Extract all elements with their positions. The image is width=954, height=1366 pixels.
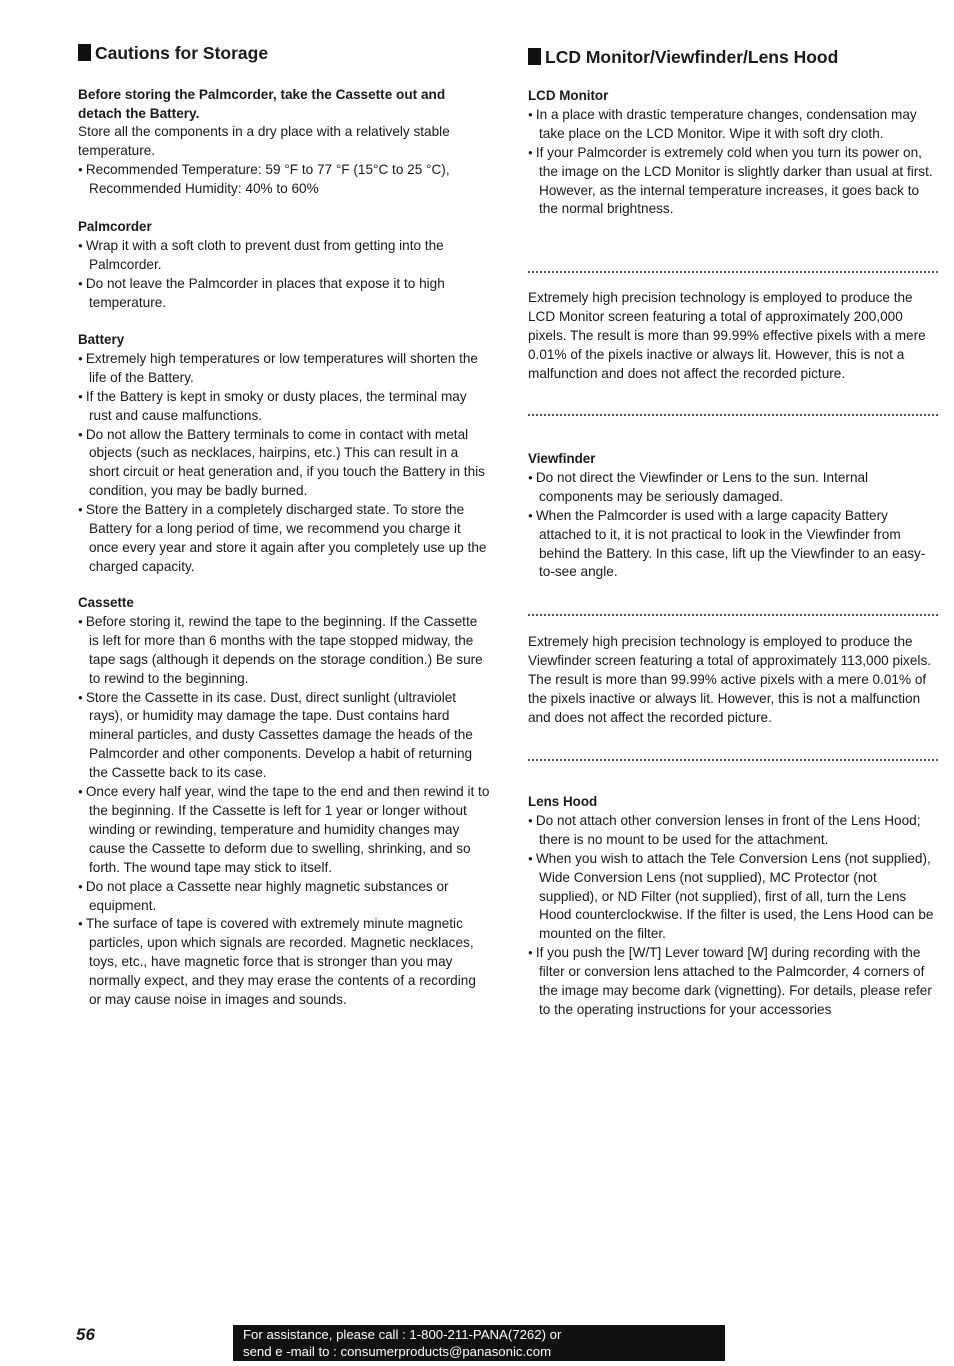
storage-lead: Before storing the Palmcorder, take the Cassette out and detach the Battery. bbox=[78, 87, 446, 121]
footer-line-email: send e -mail to : consumerproducts@panasonic.com bbox=[243, 1344, 552, 1359]
footer-line-phone: For assistance, please call : 1-800-211-PANA(7262) or bbox=[243, 1327, 562, 1342]
list-item: ● Extremely high temperatures or low temperatures will shorten the life of the Battery. bbox=[78, 350, 490, 388]
list-item: ● Do not leave the Palmcorder in places that expose it to high temperature. bbox=[78, 275, 490, 313]
viewfinder-section bbox=[528, 450, 938, 582]
list-item: ● If your Palmcorder is extremely cold when you turn its power on, the image on the LCD Monitor is slightly darker than usual at first. However, as the internal temperature increases, it goes back to the normal brightness. bbox=[528, 144, 938, 220]
list-item: ● Before storing it, rewind the tape to the beginning. If the Cassette is left for more than 6 months with the tape stopped midway, the tape sags (although it depends on the storage condition.) Be sure to rewind to the beginning. bbox=[78, 613, 490, 689]
list-item: ● In a place with drastic temperature changes, condensation may take place on the LCD Monitor. Wipe it with soft dry cloth. bbox=[528, 106, 938, 144]
list-item: ● Once every half year, wind the tape to the end and then rewind it to the beginning. If the Cassette is left for 1 year or longer without winding or rewinding, temperature and humidity changes may cause the Cassette to deform due to swelling, shrinking, and so forth. The wound tape may stick to itself. bbox=[78, 783, 490, 878]
cassette-section bbox=[78, 594, 490, 1010]
divider bbox=[528, 614, 938, 616]
assistance-footer bbox=[233, 1325, 725, 1361]
list-item: ● Do not direct the Viewfinder or Lens to the sun. Internal components may be seriously damaged. bbox=[528, 469, 938, 507]
list-item: ● When the Palmcorder is used with a large capacity Battery attached to it, it is not practical to look in the Viewfinder from behind the Battery. In this case, lift up the Viewfinder to an easy-to-see angle. bbox=[528, 507, 938, 583]
page-number: 56 bbox=[76, 1325, 95, 1344]
viewfinder-pixel-note-text: Extremely high precision technology is employed to produce the Viewfinder screen featuring a total of approximately 113,000 pixels. The result is more than 99.99% active pixels with a mere 0.01% of the pixels inactive or always lit. However, this is not a malfunction and does not affect the recorded picture. bbox=[528, 634, 932, 725]
storage-recommend: ● Recommended Temperature: 59 °F to 77 °F (15°C to 25 °C), Recommended Humidity: 40% to 60% bbox=[78, 161, 490, 199]
list-item: ● Do not place a Cassette near highly magnetic substances or equipment. bbox=[78, 878, 490, 916]
heading-square-icon bbox=[78, 44, 91, 61]
palmcorder-title: Palmcorder bbox=[78, 219, 152, 234]
lens-hood-section bbox=[528, 793, 938, 1020]
storage-intro bbox=[78, 86, 490, 199]
lens-hood-title: Lens Hood bbox=[528, 794, 598, 809]
lcd-pixel-note bbox=[528, 289, 938, 384]
cassette-title: Cassette bbox=[78, 595, 134, 610]
divider bbox=[528, 759, 938, 761]
list-item: ● Wrap it with a soft cloth to prevent dust from getting into the Palmcorder. bbox=[78, 237, 490, 275]
list-item: ● If you push the [W/T] Lever toward [W] during recording with the filter or conversion lens attached to the Palmcorder, 4 corners of the image may become dark (vignetting). For details, please refer to the operating instructions for your accessories bbox=[528, 944, 938, 1020]
viewfinder-title: Viewfinder bbox=[528, 451, 596, 466]
storage-heading: Cautions for Storage bbox=[78, 43, 268, 64]
viewfinder-pixel-note bbox=[528, 633, 938, 728]
list-item: ● The surface of tape is covered with extremely minute magnetic particles, upon which signals are recorded. Magnetic necklaces, toys, etc., have magnetic force that is stronger than you may normally expect, and they may erase the contents of a recording or may cause noise in images and sounds. bbox=[78, 915, 490, 1010]
list-item: ● When you wish to attach the Tele Conversion Lens (not supplied), Wide Conversion Lens (not supplied), MC Protector (not supplied), or ND Filter (not supplied), first of all, turn the Lens Hood counterclockwise. If the filter is used, the Lens Hood can be mounted on the filter. bbox=[528, 850, 938, 945]
list-item: ● Store the Battery in a completely discharged state. To store the Battery for a long period of time, we recommend you charge it once every year and store it again after you completely use up the charged capacity. bbox=[78, 501, 490, 577]
divider bbox=[528, 414, 938, 416]
list-item: ● Store the Cassette in its case. Dust, direct sunlight (ultraviolet rays), or humidity may damage the tape. Dust contains hard mineral particles, and dusty Cassettes damage the heads of the Palmcorder and other components. Develop a habit of returning the Cassette back to its case. bbox=[78, 689, 490, 784]
list-item: ● Do not allow the Battery terminals to come in contact with metal objects (such as necklaces, hairpins, etc.) This can result in a short circuit or heat generation and, if you touch the Battery in this condition, you may be badly burned. bbox=[78, 426, 490, 502]
heading-square-icon bbox=[528, 48, 541, 65]
storage-intro-text: Store all the components in a dry place with a relatively stable temperature. bbox=[78, 124, 450, 159]
palmcorder-section bbox=[78, 218, 490, 313]
lcd-pixel-note-text: Extremely high precision technology is employed to produce the LCD Monitor screen featuring a total of approximately 200,000 pixels. The result is more than 99.99% effective pixels with a mere 0.01% of the pixels inactive or always lit. However, this is not a malfunction and does not affect the recorded picture. bbox=[528, 290, 926, 381]
lcd-heading: LCD Monitor/Viewfinder/Lens Hood bbox=[528, 47, 838, 68]
lcd-monitor-section bbox=[528, 87, 938, 219]
battery-title: Battery bbox=[78, 332, 125, 347]
list-item: ● Do not attach other conversion lenses in front of the Lens Hood; there is no mount to be used for the attachment. bbox=[528, 812, 938, 850]
battery-section bbox=[78, 331, 490, 577]
divider bbox=[528, 271, 938, 273]
lcd-monitor-title: LCD Monitor bbox=[528, 88, 609, 103]
list-item: ● If the Battery is kept in smoky or dusty places, the terminal may rust and cause malfunctions. bbox=[78, 388, 490, 426]
